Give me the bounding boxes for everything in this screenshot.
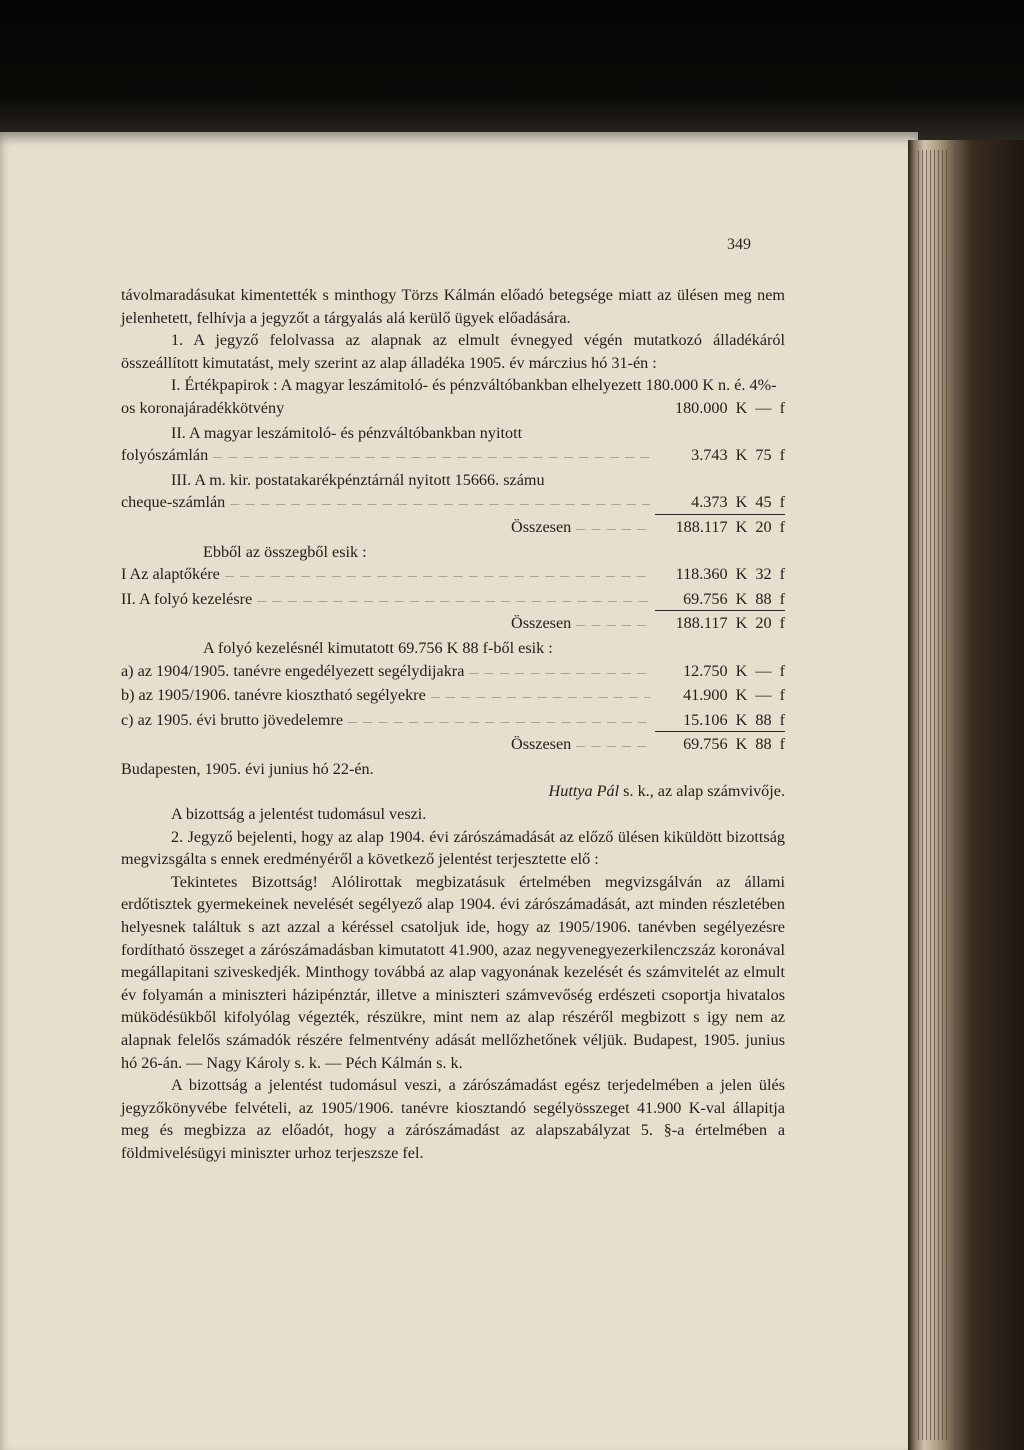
signature-line — [121, 780, 785, 803]
split-heading: Ebből az összegből esik : — [203, 542, 367, 561]
paragraph-5: Tekintetes Bizottság! Alólirottak megbizatásuk értelmében megvizsgálván az állami erdőtisztek gyermekeinek nevelését segélyező alap 1904. évi zárószámadását, azt minden részletében helyesnek találtuk s azt azzal a kéréssel csatoljuk ide, hogy az 1905/1906. tanévben segélyezésre fordítható összeget a zárószámadásban kimutatott 41.900, azaz negyvenegyezerkilenczszáz koronával megállapitani sziveskedjék. Minthogy továbbá az alap vagyonának kezelését és számvitelét az elmult év folyamán a miniszteri házipénztár, illetve a miniszteri számvevőség erdészeti csoportja hivatalos müködésükből kifolyólag végezték, részükre, mint nem az alap részéről megbizott s igy nem az alapnak felelős számadók részére felmentvény adását mellőzhetőnek véljük. Budapest, 1905. junius hó 26-án. — Nagy Károly s. k. — Péch Kálmán s. k. — [121, 872, 785, 1072]
current-list — [121, 637, 785, 758]
split-list — [121, 541, 785, 637]
assets-total-row: Összesen — — — 188.117 K 20 f — [121, 516, 785, 541]
split-row-current: II. A folyó kezelésre — — — 69.756 K 88 f — [121, 588, 785, 613]
scan-background — [0, 0, 1024, 140]
current-a-amount: 12.750 K — f — [683, 661, 785, 680]
page-edge-lines — [918, 150, 948, 1440]
paragraph-6: A bizottság a jelentést tudomásul veszi, a zárószámadást egész terjedelmében a jelen ülés jegyzőkönyvébe felvételi, az 1905/1906. tanévre kiosztandó segélyösszeget 41.900 K-val állapitja meg és megbizza az előadót, hogy a zárószámadást az alapszabályzat 5. §-a értelmében a földmivelésügyi miniszter urhoz terjeszsze fel. — [121, 1076, 785, 1162]
assets-total-amount: 188.117 K 20 f — [675, 517, 785, 536]
current-total-amount: 69.756 K 88 f — [683, 735, 785, 754]
asset-item-3-text: III. A m. kir. postatakarékpénztárnál nyitott 15666. számu — [171, 470, 545, 489]
paragraph-3: A bizottság a jelentést tudomásul veszi. — [171, 805, 427, 824]
current-b-amount: 41.900 K — f — [683, 686, 785, 705]
split-current-amount: 69.756 K 88 f — [655, 588, 785, 612]
current-heading: A folyó kezelésnél kimutatott 69.756 K 88 f-ből esik : — [203, 638, 553, 657]
current-total-row: Összesen — — — 69.756 K 88 f — [121, 733, 785, 758]
place-date: Budapesten, 1905. évi junius hó 22-én. — [121, 759, 374, 778]
signer-title: s. k., az alap számvivője. — [619, 782, 785, 801]
split-total-amount: 188.117 K 20 f — [675, 614, 785, 633]
assets-list — [121, 374, 785, 540]
paragraph-1: távolmaradásukat kimentették s minthogy Törzs Kálmán előadó betegsége miatt az ülésen meg nem jelenhetett, felhívja a jegyzőt a tárgyalás alá kerülő ügyek előadására. — [121, 286, 785, 327]
asset-item-3-row: cheque-számlán — — — 4.373 K 45 f — [121, 491, 785, 516]
asset-item-2-text: II. A magyar leszámitoló- és pénzváltóbankban nyitott — [171, 423, 523, 442]
paragraph-4: 2. Jegyző bejelenti, hogy az alap 1904. évi zárószámadását az előző ülésen kiküldött bizottság megvizsgálta s ennek eredményéről a következő jelentést terjesztette elő : — [121, 827, 785, 869]
asset-item-2-amount: 3.743 K 75 f — [691, 446, 785, 465]
current-row-a: a) az 1904/1905. tanévre engedélyezett segélydijakra — — — 12.750 K — f — [121, 660, 785, 685]
asset-item-1-amount: 180.000 K — f — [674, 398, 785, 417]
current-row-c: c) az 1905. évi brutto jövedelemre — — — 15.106 K 88 f — [121, 709, 785, 734]
asset-item-2-row: folyószámlán — — — 3.743 K 75 f — [121, 444, 785, 469]
split-capital-amount: 118.360 K 32 f — [675, 565, 785, 584]
paragraph-2: 1. A jegyző felolvassa az alapnak az elmult évnegyed végén mutatkozó álladékáról összeállított kimutatást, mely szerint az alap álladéka 1905. év márczius hó 31-én : — [121, 331, 785, 372]
asset-item-3-amount: 4.373 K 45 f — [655, 491, 785, 515]
split-row-capital: I Az alaptőkére — — — 118.360 K 32 f — [121, 563, 785, 588]
current-row-b: b) az 1905/1906. tanévre kiosztható segélyekre — — — 41.900 K — f — [121, 684, 785, 709]
page-number: 349 — [727, 236, 751, 253]
signer-name: Huttya Pál — [548, 782, 620, 801]
current-c-amount: 15.106 K 88 f — [655, 709, 785, 733]
split-total-row: Összesen — — — 188.117 K 20 f — [121, 612, 785, 637]
page-body — [121, 284, 785, 1165]
asset-item-1-text: I. Értékpapirok : A magyar leszámitoló- és pénzváltóbankban elhelyezett 180.000 K n. é. 4%-os koronajáradékkötvény — [121, 376, 777, 417]
